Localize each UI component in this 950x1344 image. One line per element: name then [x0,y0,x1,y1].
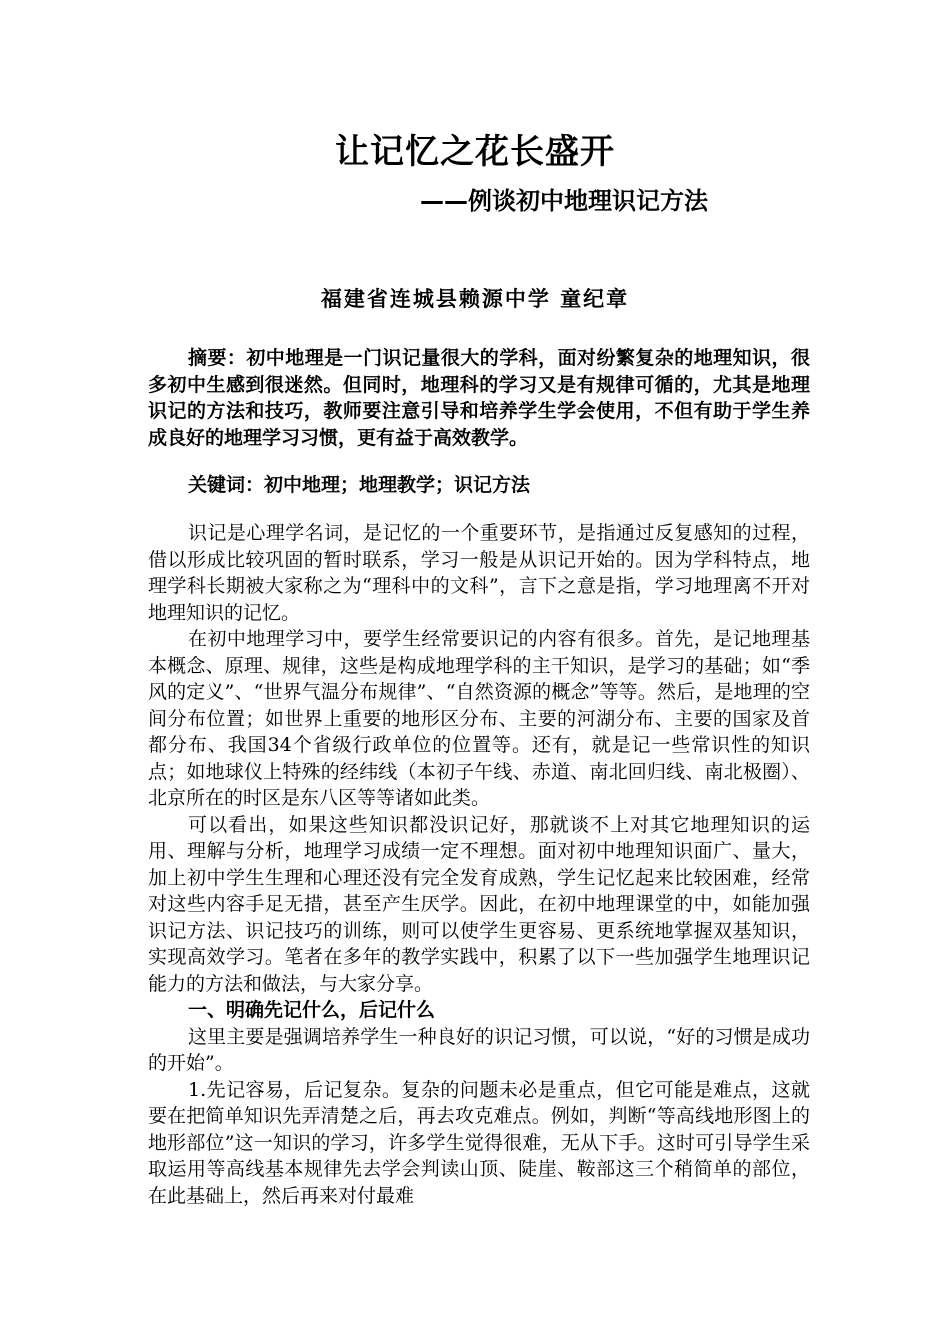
section-heading-1: 一、明确先记什么，后记什么 [188,999,436,1021]
abstract-label: 摘要： [188,347,247,369]
keywords-label: 关键词： [188,474,265,496]
abstract-text: 初中地理是一门识记量很大的学科，面对纷繁复杂的地理知识，很多初中生感到很迷然。但同时，地理科的学习又是有规律可循的，尤其是地理识记的方法和技巧，教师要注意引导和培养学生学会使用，不但有助于学生养成良好的地理学习习惯，更有益于高效教学。 [148,347,810,449]
document-title: 让记忆之花长盛开 [335,132,615,172]
keywords-text: 初中地理；地理教学；识记方法 [264,474,531,496]
abstract [148,345,810,451]
body-paragraph-2: 在初中地理学习中，要学生经常要识记的内容有很多。首先，是记地理基本概念、原理、规律，这些是构成地理学科的主干知识，是学习的基础；如“季风的定义”、“世界气温分布规律”、“自然资源的概念”等等。然后，是地理的空间分布位置；如世界上重要的地形区分布、主要的河湖分布、主要的国家及首都分布、我国34个省级行政单位的位置等。还有，就是记一些常识性的知识点；如地球仪上特殊的经纬线（本初子午线、赤道、南北回归线、南北极圈）、北京所在的时区是东八区等等诸如此类。 [148,628,810,809]
document-body [148,520,810,1209]
document-subtitle: ——例谈初中地理识记方法 [420,187,708,215]
section-1-point-1: 1.先记容易，后记复杂。复杂的问题未必是重点，但它可能是难点，这就要在把简单知识先弄清楚之后，再去攻克难点。例如，判断“等高线地形图上的地形部位”这一知识的学习，许多学生觉得很难，无从下手。这时可引导学生采取运用等高线基本规律先去学会判读山顶、陡崖、鞍部这三个稍简单的部位，在此基础上，然后再来对付最难 [148,1078,810,1207]
body-paragraph-1: 识记是心理学名词，是记忆的一个重要环节，是指通过反复感知的过程，借以形成比较巩固的暂时联系，学习一般是从识记开始的。因为学科特点，地理学科长期被大家称之为“理科中的文科”，言下之意是指，学习地理离不开对地理知识的记忆。 [148,522,810,624]
author-line: 福建省连城县赖源中学 童纪章 [320,286,630,311]
body-paragraph-3: 可以看出，如果这些知识都没识记好，那就谈不上对其它地理知识的运用、理解与分析，地理学习成绩一定不理想。面对初中地理知识面广、量大，加上初中学生生理和心理还没有完全发育成熟，学生记忆起来比较困难，经常对这些内容手足无措，甚至产生厌学。因此，在初中地理课堂的中，如能加强识记方法、识记技巧的训练，则可以使学生更容易、更系统地掌握双基知识，实现高效学习。笔者在多年的教学实践中，积累了以下一些加强学生地理识记能力的方法和做法，与大家分享。 [148,813,810,995]
section-1-intro: 这里主要是强调培养学生一种良好的识记习惯，可以说，“好的习惯是成功的开始”。 [148,1025,810,1074]
keywords [148,472,810,499]
